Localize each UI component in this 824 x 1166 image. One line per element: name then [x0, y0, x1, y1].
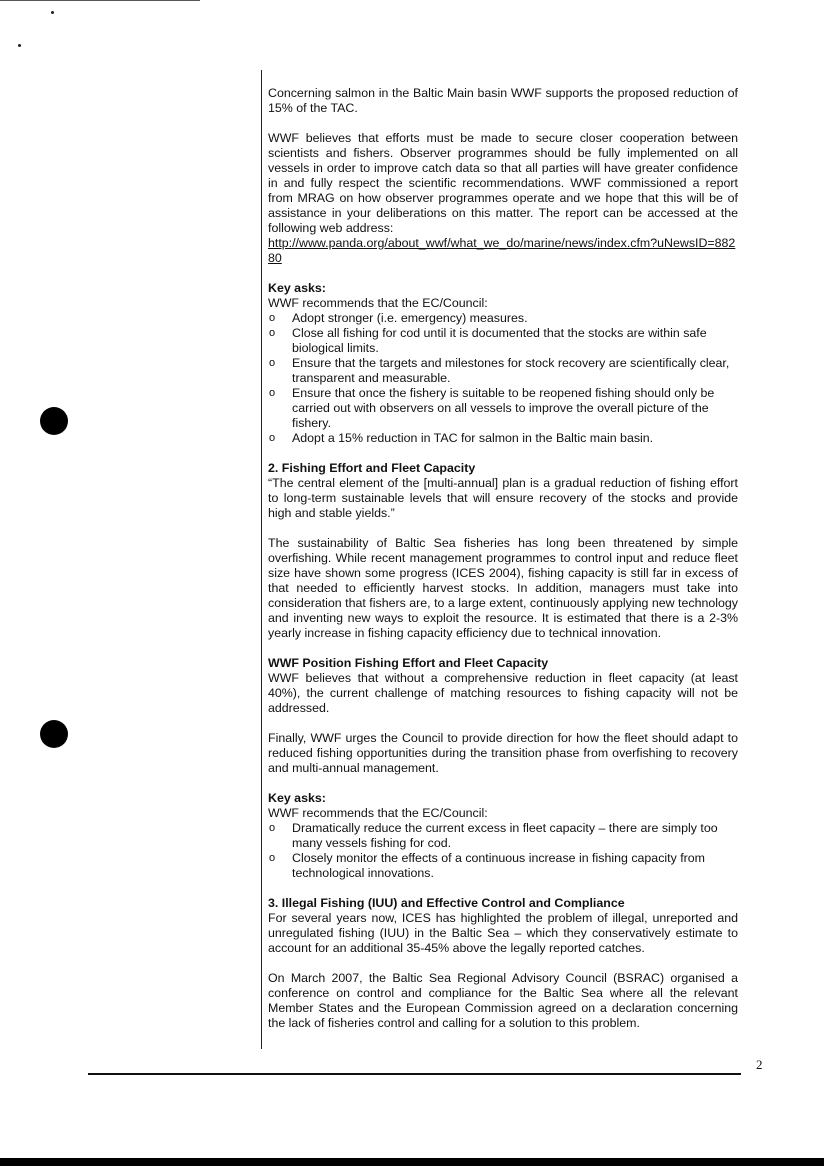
- section-2-heading: 2. Fishing Effort and Fleet Capacity: [268, 461, 476, 475]
- scan-bottom-edge: [0, 1158, 824, 1166]
- position-paragraph-2: Finally, WWF urges the Council to provide direction for how the fleet should adapt to reduced fishing opportunities during the transition phase from overfishing to recovery and multi-annual management.: [268, 731, 738, 775]
- section-3-paragraph-2: On March 2007, the Baltic Sea Regional Advisory Council (BSRAC) organised a conference on control and compliance for the Baltic Sea where all the relevant Member States and the European Commission agreed on a declaration concerning the lack of fisheries control and calling for a solution to this problem.: [268, 971, 738, 1030]
- report-link[interactable]: http://www.panda.org/about_wwf/what_we_do/marine/news/index.cfm?uNewsID=88280: [268, 236, 736, 265]
- list-item: o Ensure that the targets and milestones for stock recovery are scientifically clear, transparent and measurable.: [269, 356, 730, 385]
- position-paragraph-1: WWF believes that without a comprehensive reduction in fleet capacity (at least 40%), the current challenge of matching resources to fishing capacity will not be addressed.: [268, 671, 738, 715]
- key-asks-list-1: [268, 311, 738, 446]
- scan-speck: [18, 44, 21, 47]
- page-number: 2: [756, 1057, 763, 1072]
- section-2-quote: “The central element of the [multi-annual] plan is a gradual reduction of fishing effort to long-term sustainable levels that will ensure recovery of the stocks and provide high and stable yields.”: [268, 476, 738, 520]
- bullet-icon: o: [269, 852, 276, 864]
- list-item: o Dramatically reduce the current excess in fleet capacity – there are simply too many vessels fishing for cod.: [269, 821, 718, 850]
- list-item: o Ensure that once the fishery is suitable to be reopened fishing should only be carried out with observers on all vessels to improve the overall picture of the fishery.: [269, 386, 715, 430]
- bullet-icon: o: [269, 312, 276, 324]
- punch-hole: [40, 720, 68, 748]
- list-item: o Closely monitor the effects of a continuous increase in fishing capacity from technological innovations.: [269, 851, 705, 880]
- key-asks-lead-2: WWF recommends that the EC/Council:: [268, 806, 488, 820]
- list-item: o Close all fishing for cod until it is documented that the stocks are within safe biological limits.: [269, 326, 707, 355]
- position-heading: WWF Position Fishing Effort and Fleet Capacity: [268, 656, 549, 670]
- bullet-icon: o: [269, 432, 276, 444]
- scan-speck: [51, 11, 54, 14]
- intro-paragraph-1: Concerning salmon in the Baltic Main basin WWF supports the proposed reduction of 15% of the TAC.: [268, 86, 738, 115]
- bullet-icon: o: [269, 822, 276, 834]
- document-body: [268, 86, 738, 1031]
- key-asks-heading-1: Key asks:: [268, 281, 326, 295]
- section-2-paragraph: The sustainability of Baltic Sea fisheries has long been threatened by simple overfishing. While recent management programmes to control input and reduce fleet size have shown some progress (ICES 2004), fishing capacity is still far in excess of that needed to efficiently harvest stocks. In addition, managers must take into consideration that fishers are, to a large extent, continuously applying new technology and inventing new ways to exploit the resource. It is estimated that there is a 2-3% yearly increase in fishing capacity efficiency due to technical innovation.: [268, 536, 738, 640]
- key-asks-heading-2: Key asks:: [268, 791, 326, 805]
- punch-hole: [40, 407, 68, 435]
- intro-paragraph-2: WWF believes that efforts must be made to secure closer cooperation between scientists and fishers. Observer programmes should be fully implemented on all vessels in order to improve catch data so that all parties will have greater confidence in and fully respect the scientific recommendations. WWF commissioned a report from MRAG on how observer programmes operate and we hope that this will be of assistance in your deliberations on this matter. The report can be accessed at the following web address:: [268, 131, 738, 235]
- section-3-paragraph-1: For several years now, ICES has highlighted the problem of illegal, unreported and unregulated fishing (IUU) in the Baltic Sea – which they conservatively estimate to account for an additional 35-45% above the legally reported catches.: [268, 911, 738, 955]
- bullet-icon: o: [269, 357, 276, 369]
- footer-rule: [88, 1073, 741, 1075]
- key-asks-list-2: [268, 821, 738, 881]
- scan-top-rule: [0, 0, 200, 1]
- list-item: o Adopt stronger (i.e. emergency) measures.: [269, 311, 528, 325]
- bullet-icon: o: [269, 327, 276, 339]
- key-asks-lead-1: WWF recommends that the EC/Council:: [268, 296, 488, 310]
- bullet-icon: o: [269, 387, 276, 399]
- margin-line: [261, 70, 262, 1049]
- list-item: o Adopt a 15% reduction in TAC for salmon in the Baltic main basin.: [269, 431, 654, 445]
- section-3-heading: 3. Illegal Fishing (IUU) and Effective Control and Compliance: [268, 896, 625, 910]
